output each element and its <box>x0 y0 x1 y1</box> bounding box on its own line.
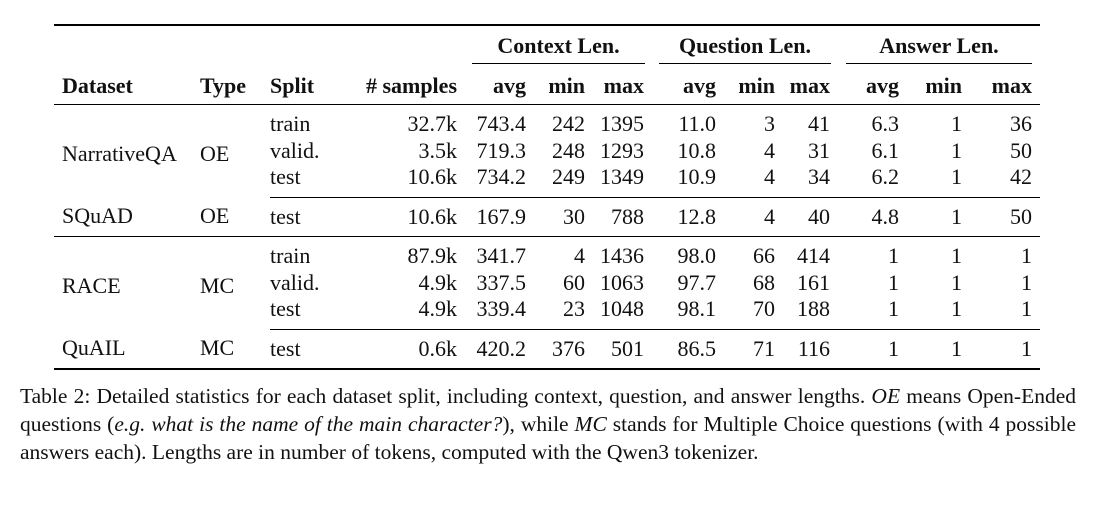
table-body <box>54 25 1040 369</box>
column-header: avg <box>838 68 899 105</box>
cmax-cell: 788 <box>585 197 652 237</box>
split-cell: valid. <box>270 269 320 295</box>
samples-cell: 4.9k <box>342 296 465 329</box>
qmin-cell: 3 <box>764 111 775 136</box>
cavg-cell: 719.3 <box>476 137 526 163</box>
column-header: min <box>899 68 962 105</box>
qavg-cell: 86.5 <box>652 329 716 369</box>
caption-mc: MC <box>574 412 607 436</box>
cavg-cell: 167.9 <box>465 197 526 237</box>
cmax-cell: 1063 <box>600 269 644 295</box>
cmax-cell: 1436 <box>600 243 644 268</box>
group-header-question: Question Len. <box>652 26 838 68</box>
caption-oe: OE <box>871 384 901 408</box>
amin-cell: 1 <box>951 111 962 136</box>
qmin-cell: 4 <box>716 197 775 237</box>
cmin-cell: 4 <box>574 243 585 268</box>
split-cell: test <box>270 197 342 237</box>
samples-cell: 3.5k <box>418 137 457 163</box>
samples-cell: 10.6k <box>342 197 465 237</box>
column-header: avg <box>465 68 526 105</box>
samples-cell: 32.7k <box>407 111 457 136</box>
amin-cell: 1 <box>951 137 962 163</box>
samples-cell: 4.9k <box>418 269 457 295</box>
samples-cell: 87.9k <box>407 243 457 268</box>
cmax-cell: 1349 <box>585 164 652 197</box>
amin-cell: 1 <box>951 269 962 295</box>
group-header-answer: Answer Len. <box>838 26 1040 68</box>
column-header: avg <box>652 68 716 105</box>
dataset-cell: NarrativeQA <box>62 140 177 166</box>
type-cell: MC <box>200 329 270 369</box>
qavg-cell: 98.1 <box>652 296 716 329</box>
qmax-cell: 40 <box>775 197 838 237</box>
qmax-cell: 31 <box>808 137 830 163</box>
qmax-cell: 41 <box>808 111 830 136</box>
aavg-cell: 1 <box>888 269 899 295</box>
caption-example: what is the name of the main character? <box>151 412 503 436</box>
qavg-cell: 11.0 <box>678 111 716 136</box>
cmin-cell: 249 <box>526 164 585 197</box>
qmin-cell: 68 <box>753 269 775 295</box>
caption-text: Table 2: Detailed statistics for each dataset split, including context, question, and answer lengths. <box>20 384 866 408</box>
split-cell: test <box>270 329 342 369</box>
table-row <box>54 329 1040 369</box>
qavg-cell: 10.8 <box>677 137 716 163</box>
qmin-cell: 70 <box>716 296 775 329</box>
cavg-cell: 341.7 <box>476 243 526 268</box>
type-cell: OE <box>200 140 230 166</box>
aavg-cell: 6.2 <box>838 164 899 197</box>
column-header: min <box>526 68 585 105</box>
amin-cell: 1 <box>951 243 962 268</box>
amax-cell: 50 <box>962 197 1040 237</box>
split-cell: train <box>270 111 311 136</box>
type-cell: MC <box>200 272 235 298</box>
caption-text: ), while <box>502 412 575 436</box>
cmax-cell: 501 <box>585 329 652 369</box>
amin-cell: 1 <box>899 164 962 197</box>
cmin-cell: 248 <box>552 137 585 163</box>
amax-cell: 1 <box>962 329 1040 369</box>
cmax-cell: 1293 <box>600 137 644 163</box>
dataset-cell: SQuAD <box>54 197 200 237</box>
samples-cell: 0.6k <box>342 329 465 369</box>
cavg-cell: 339.4 <box>465 296 526 329</box>
split-cell: train <box>270 243 311 268</box>
split-cell: test <box>270 164 342 197</box>
cmin-cell: 30 <box>526 197 585 237</box>
qmin-cell: 4 <box>764 137 775 163</box>
cavg-cell: 420.2 <box>465 329 526 369</box>
amax-cell: 1 <box>1021 243 1032 268</box>
cmin-cell: 376 <box>526 329 585 369</box>
dataset-cell: QuAIL <box>54 329 200 369</box>
column-header: min <box>716 68 775 105</box>
aavg-cell: 1 <box>838 329 899 369</box>
qmin-cell: 66 <box>753 243 775 268</box>
qavg-cell: 10.9 <box>652 164 716 197</box>
qavg-cell: 97.7 <box>677 269 716 295</box>
cmin-cell: 242 <box>552 111 585 136</box>
samples-cell: 10.6k <box>342 164 465 197</box>
cmax-cell: 1395 <box>600 111 644 136</box>
aavg-cell: 6.1 <box>871 137 899 163</box>
amin-cell: 1 <box>899 329 962 369</box>
cmin-cell: 23 <box>526 296 585 329</box>
caption-eg: e.g. <box>114 412 146 436</box>
cmax-cell: 1048 <box>585 296 652 329</box>
amax-cell: 1 <box>962 296 1040 329</box>
group-header-context: Context Len. <box>465 26 652 68</box>
qmax-cell: 414 <box>797 243 830 268</box>
aavg-cell: 6.3 <box>871 111 899 136</box>
dataset-cell: RACE <box>62 272 121 298</box>
type-cell: OE <box>200 197 270 237</box>
column-header-row <box>54 68 1040 105</box>
amax-cell: 36 <box>1010 111 1032 136</box>
aavg-cell: 4.8 <box>838 197 899 237</box>
split-cell: valid. <box>270 137 320 163</box>
amax-cell: 42 <box>962 164 1040 197</box>
table-row <box>54 237 1040 270</box>
caption-text: means Open-Ended questions ( <box>20 384 1077 436</box>
cavg-cell: 743.4 <box>476 111 526 136</box>
split-cell: test <box>270 296 342 329</box>
group-header-row <box>54 26 1040 68</box>
dataset-statistics-table <box>54 24 1040 370</box>
table-row <box>54 105 1040 138</box>
qmin-cell: 4 <box>716 164 775 197</box>
qmax-cell: 188 <box>775 296 838 329</box>
aavg-cell: 1 <box>838 296 899 329</box>
column-header: Dataset <box>54 68 200 105</box>
amax-cell: 50 <box>1010 137 1032 163</box>
table-caption <box>20 382 1076 466</box>
amax-cell: 1 <box>1021 269 1032 295</box>
column-header: # samples <box>342 68 465 105</box>
stats-table-container <box>54 24 1040 370</box>
cavg-cell: 734.2 <box>465 164 526 197</box>
aavg-cell: 1 <box>888 243 899 268</box>
qmax-cell: 161 <box>797 269 830 295</box>
caption-text: stands for Multiple Choice questions (with 4 possible answers each). Lengths are in number of tokens, computed with the Qwen3 tokenizer. <box>20 412 1076 464</box>
qmax-cell: 116 <box>775 329 838 369</box>
table-row <box>54 197 1040 237</box>
amin-cell: 1 <box>899 197 962 237</box>
qavg-cell: 98.0 <box>677 243 716 268</box>
amin-cell: 1 <box>899 296 962 329</box>
qmax-cell: 34 <box>775 164 838 197</box>
column-header: max <box>775 68 838 105</box>
column-header: max <box>585 68 652 105</box>
column-header: Type <box>200 68 270 105</box>
column-header: Split <box>270 68 342 105</box>
cavg-cell: 337.5 <box>476 269 526 295</box>
column-header: max <box>962 68 1040 105</box>
cmin-cell: 60 <box>563 269 585 295</box>
qavg-cell: 12.8 <box>652 197 716 237</box>
qmin-cell: 71 <box>716 329 775 369</box>
